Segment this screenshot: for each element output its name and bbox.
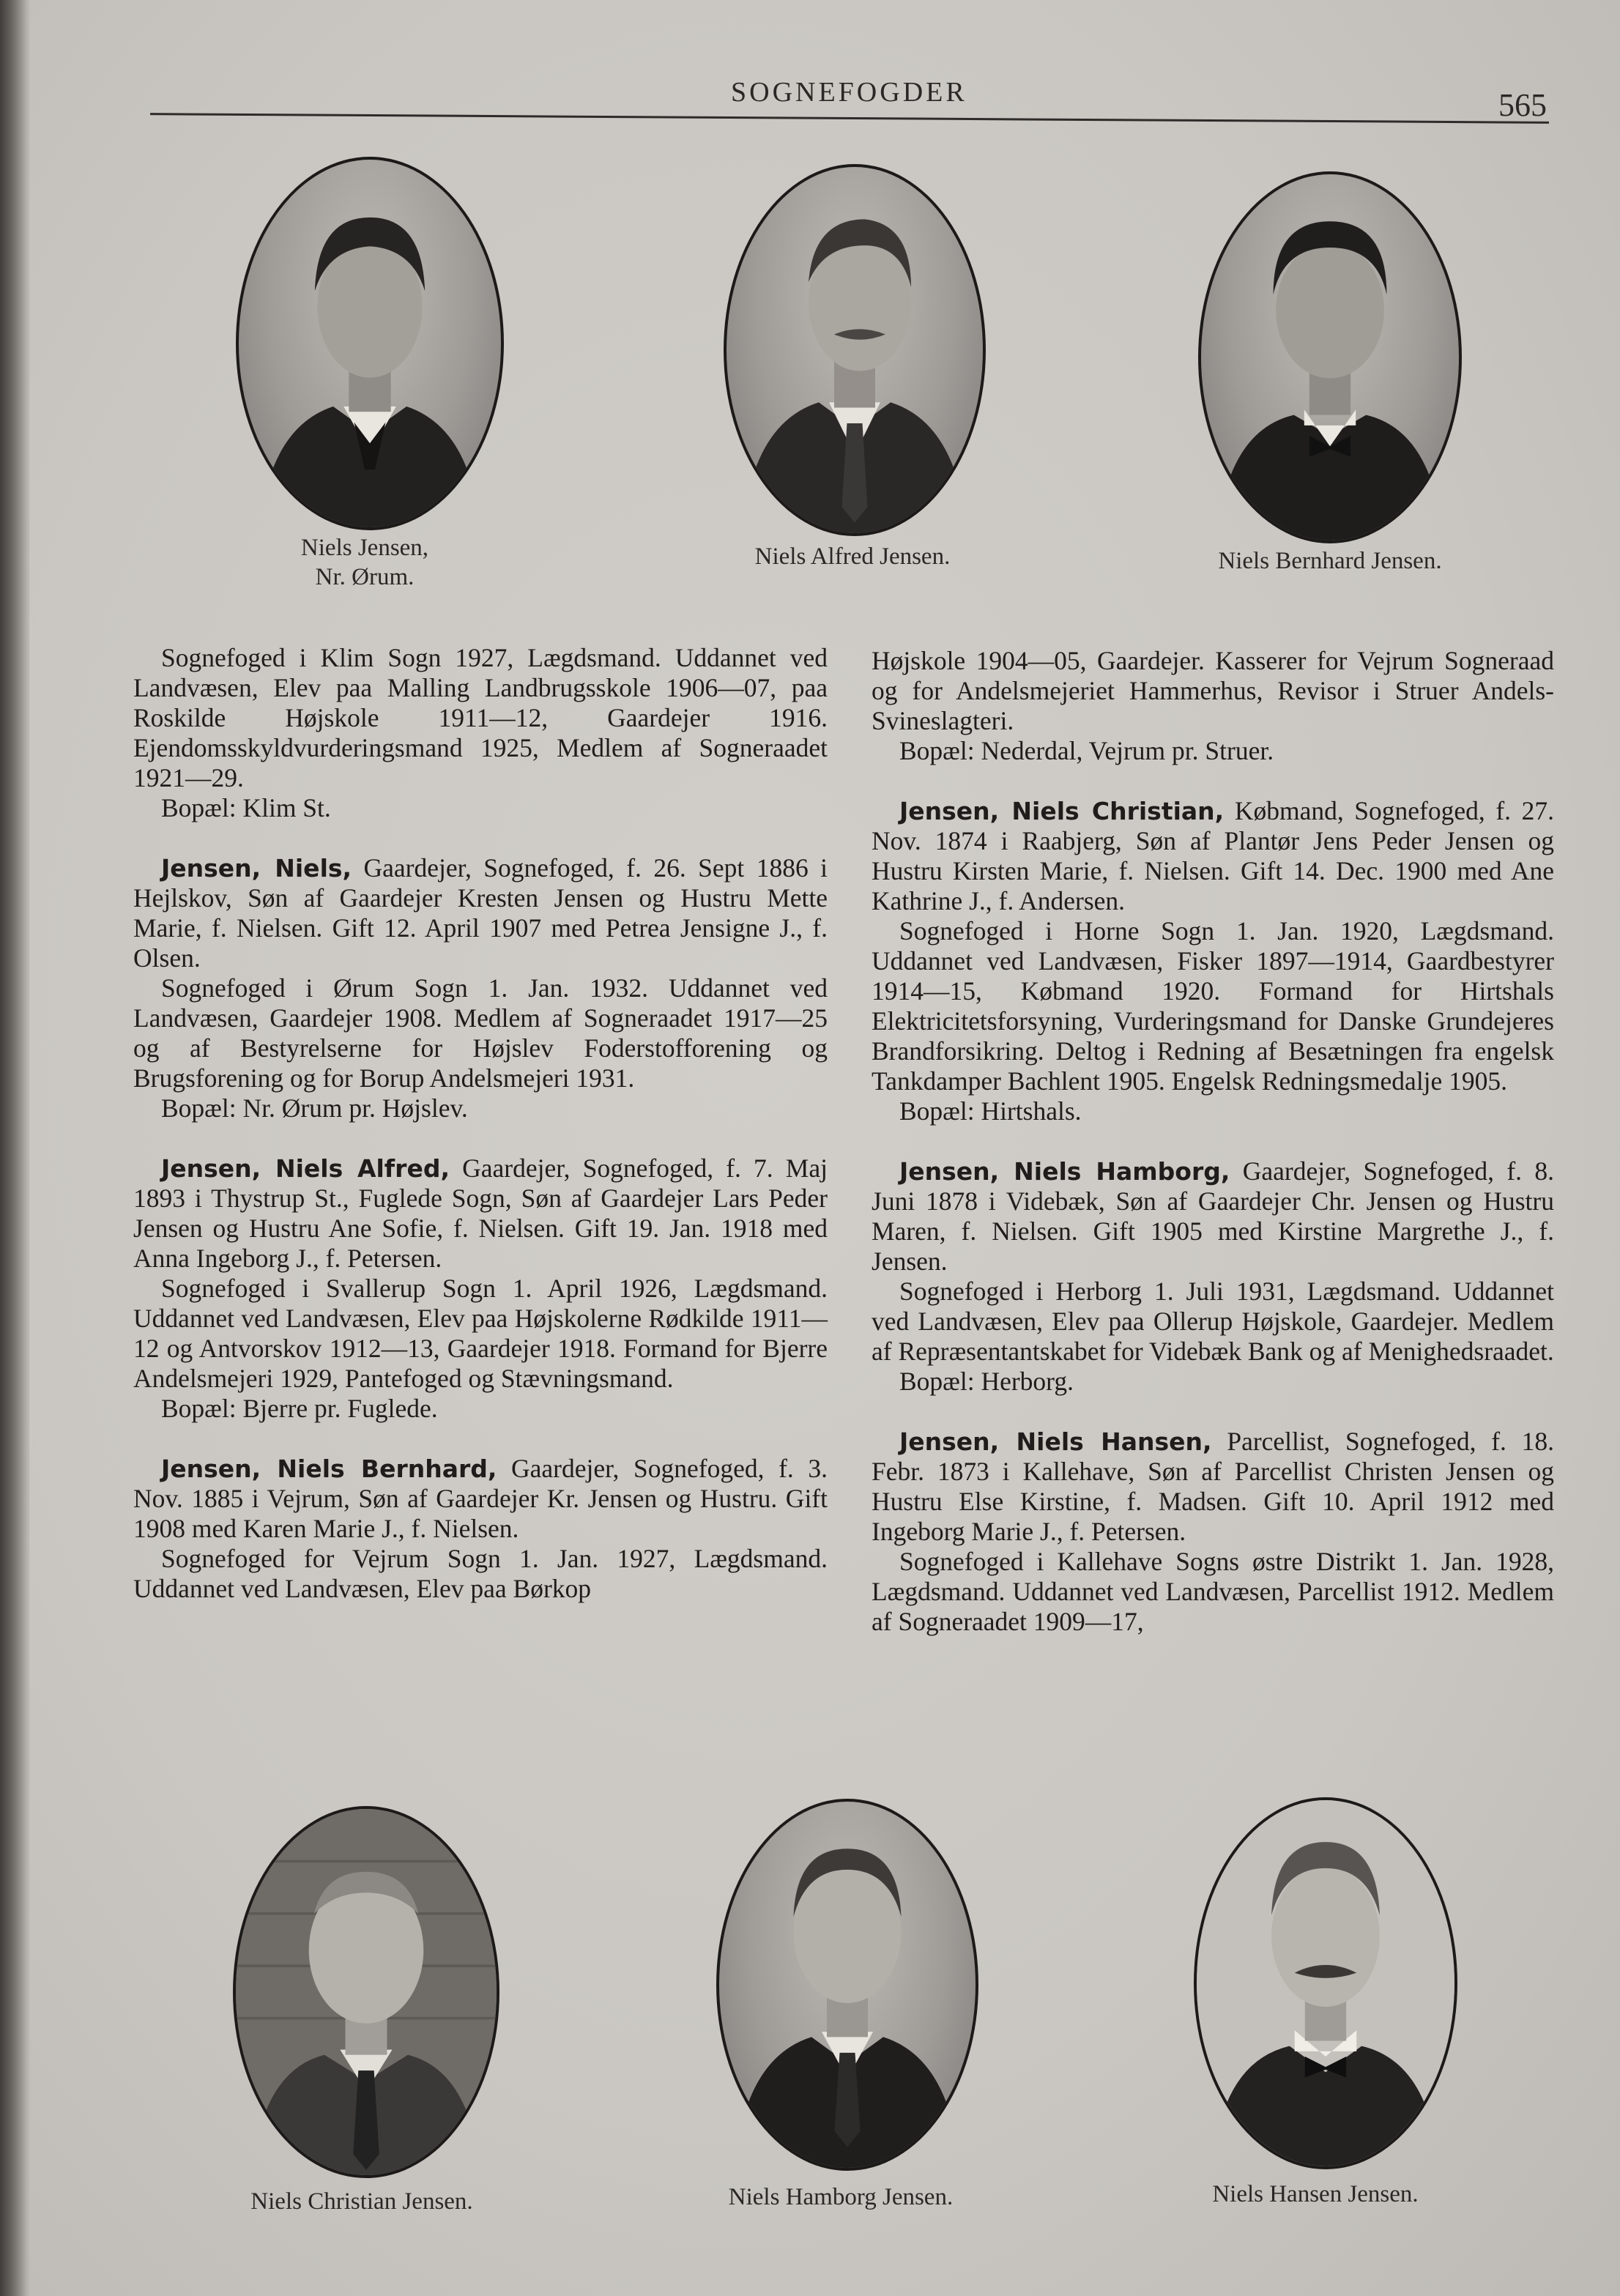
entry-name: Jensen, Niels Alfred, [161,1154,450,1183]
continued-text: Sognefoged i Klim Sogn 1927, Lægdsmand. Uddannet ved Landvæsen, Elev paa Malling Landbrugsskole 1906—07, paa Roskilde Højskole 1911—12, Gaardejer 1916. Ejendomsskyldvurderingsmand 1925, Medlem af Sogneraadet 1921—29. [133,643,828,792]
entry-niels-bernhard-jensen [133,1454,828,1604]
caption-line: Niels Jensen, [300,535,429,561]
left-column [133,643,828,1604]
caption-niels-jensen [174,533,555,592]
entry-bio: Gaardejer, Sognefoged, f. 26. Sept 1886 i Hejlskov, Søn af Gaardejer Kresten Jensen og Hustru Mette Marie, f. Nielsen. Gift 12. April 1907 med Petrea Jensigne J., f. Olsen. [133,853,828,973]
entry-niels-hamborg-jensen [872,1156,1554,1397]
caption-niels-christian-jensen [171,2187,552,2216]
caption-niels-hamborg-jensen [650,2182,1031,2212]
entry-bio: Parcellist, Sognefoged, f. 18. Febr. 1873 i Kallehave, Søn af Parcellist Christen Jensen og Hustru Else Kirstine, f. Madsen. Gift 10. April 1912 med Ingeborg Marie J., f. Petersen. [872,1427,1555,1546]
entry-niels-alfred-jensen [133,1153,828,1424]
entry-name: Jensen, Niels Hansen, [899,1427,1212,1456]
page-number: 565 [1498,87,1547,123]
entry-career: Sognefoged i Horne Sogn 1. Jan. 1920, Lægdsmand. Uddannet ved Landvæsen, Fisker 1897—1914, Gaardbestyrer 1914—15, Købmand 1920. Formand for Hirtshals Elektricitetsforsyning, Vurderingsmand for Danske Grundejeres Brandforsikring. Deltog i Redning af Besætningen fra engelsk Tankdamper Bachlent 1905. Engelsk Redningsmedalje 1905. [872,916,1554,1096]
entry-niels-hansen-jensen [872,1427,1554,1637]
caption-line: Niels Bernhard Jensen. [1218,548,1442,574]
entry-name: Jensen, Niels Christian, [899,797,1225,825]
entry-bio: Købmand, Sognefoged, f. 27. Nov. 1874 i Raabjerg, Søn af Plantør Jens Peder Jensen og Hustru Kirsten Marie, f. Nielsen. Gift 14. Dec. 1900 med Ane Kathrine J., f. Andersen. [872,796,1554,915]
residence-line: Bopæl: Nr. Ørum pr. Højslev. [161,1093,468,1123]
caption-line: Niels Alfred Jensen. [754,543,951,570]
entry-career: Sognefoged i Herborg 1. Juli 1931, Lægdsmand. Uddannet ved Landvæsen, Elev paa Ollerup Højskole, Gaardejer. Medlem af Repræsentantskabet for Videbæk Bank og af Menighedsraadet. [872,1277,1554,1366]
entry-name: Jensen, Niels Hamborg, [899,1157,1230,1186]
portrait-niels-bernhard-jensen [1198,171,1462,543]
entry-career: Sognefoged i Svallerup Sogn 1. April 1926, Lægdsmand. Uddannet ved Landvæsen, Elev paa Højskolerne Rødkilde 1911—12 og Antvorskov 1912—13, Gaardejer 1918. Formand for Bjerre Andelsmejeri 1929, Pantefoged og Stævningsmand. [133,1274,828,1393]
entry-career: Sognefoged i Kallehave Sogns østre Distrikt 1. Jan. 1928, Lægdsmand. Uddannet ved Landvæsen, Parcellist 1912. Medlem af Sogneraadet 1909—17, [872,1547,1554,1636]
entry-career: Sognefoged i Ørum Sogn 1. Jan. 1932. Uddannet ved Landvæsen, Gaardejer 1908. Medlem af Sogneraadet 1917—25 og af Bestyrelserne for Højslev Foderstofforening og Brugsforening og for Borup Andelsmejeri 1931. [133,973,828,1093]
caption-line: Niels Hamborg Jensen. [728,2184,954,2210]
entry-niels-christian-jensen [872,796,1554,1126]
caption-line: Nr. Ørum. [315,564,415,590]
portrait-niels-hamborg-jensen [716,1799,978,2171]
caption-line: Niels Christian Jensen. [250,2188,473,2215]
entry-bio: Gaardejer, Sognefoged, f. 7. Maj 1893 i Thystrup St., Fuglede Sogn, Søn af Gaardejer Lars Peder Jensen og Hustru Ane Sofie, f. Nielsen. Gift 19. Jan. 1918 med Anna Ingeborg J., f. Petersen. [133,1153,828,1273]
caption-niels-alfred-jensen [662,542,1043,571]
entry-bio: Gaardejer, Sognefoged, f. 8. Juni 1878 i Videbæk, Søn af Gaardejer Chr. Jensen og Hustru Maren, f. Nielsen. Gift 1905 med Kirstine Margrethe J., f. Jensen. [872,1156,1555,1276]
residence-line: Bopæl: Klim St. [161,793,331,822]
caption-niels-hansen-jensen [1125,2180,1506,2209]
entry-name: Jensen, Niels Bernhard, [161,1454,497,1483]
entry-bio: Gaardejer, Sognefoged, f. 3. Nov. 1885 i Vejrum, Søn af Gaardejer Kr. Jensen og Hustru. Gift 1908 med Karen Marie J., f. Nielsen. [133,1454,828,1543]
portrait-niels-christian-jensen [233,1806,499,2178]
residence-line: Bopæl: Hirtshals. [899,1096,1082,1126]
portrait-niels-alfred-jensen [724,164,986,536]
residence-line: Bopæl: Nederdal, Vejrum pr. Struer. [899,736,1274,765]
running-head: SOGNEFOGDER [731,77,967,108]
entry-niels-jensen [133,853,828,1123]
caption-line: Niels Hansen Jensen. [1212,2181,1419,2207]
right-column [872,646,1554,1637]
entry-name: Jensen, Niels, [161,854,352,883]
continued-text: Højskole 1904—05, Gaardejer. Kasserer for Vejrum Sogneraad og for Andelsmejeriet Hammerhus, Revisor i Struer Andels-Svineslagteri. [872,646,1554,735]
entry-career: Sognefoged for Vejrum Sogn 1. Jan. 1927, Lægdsmand. Uddannet ved Landvæsen, Elev paa Børkop [133,1544,828,1603]
caption-niels-bernhard-jensen [1140,546,1520,576]
residence-line: Bopæl: Bjerre pr. Fuglede. [161,1394,438,1423]
portrait-niels-hansen-jensen [1194,1797,1457,2169]
portrait-niels-jensen [236,157,504,530]
residence-line: Bopæl: Herborg. [899,1367,1074,1396]
